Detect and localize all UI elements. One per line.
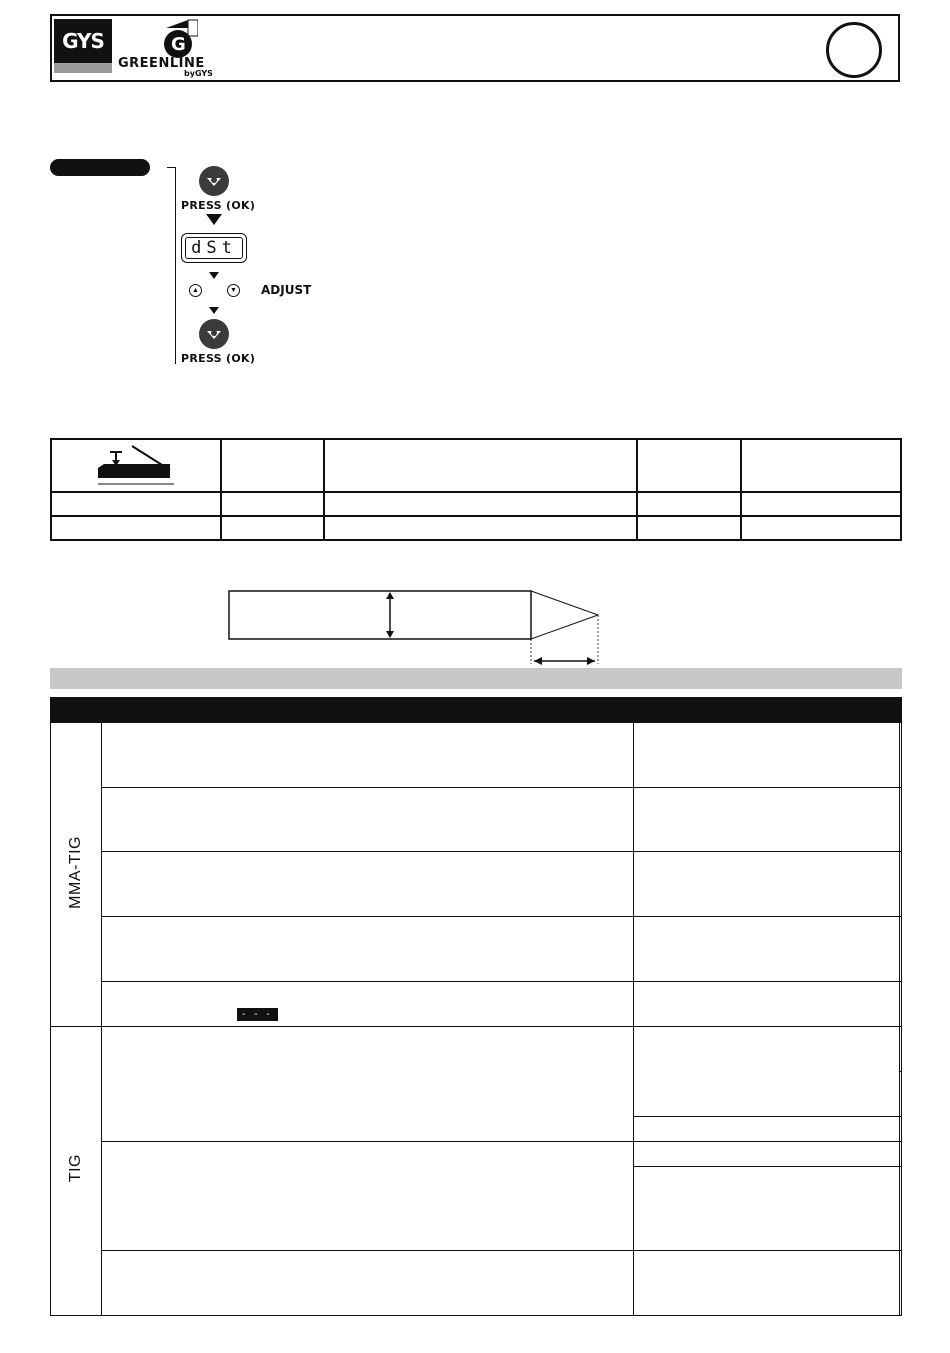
table-cell	[51, 492, 221, 516]
lcd-display	[181, 233, 247, 263]
table-cell	[634, 1027, 900, 1117]
press-ok-label: PRESS (OK)	[181, 199, 256, 212]
table-cell	[324, 439, 637, 492]
section-pill	[50, 159, 150, 176]
table-cell	[637, 439, 741, 492]
greenline-name: GREENLINE	[118, 56, 205, 71]
group-label-cell	[51, 1027, 102, 1316]
table-cell	[900, 1167, 902, 1251]
table-cell	[634, 852, 900, 917]
table-cell	[637, 516, 741, 540]
table-cell	[634, 1167, 900, 1251]
procedure-line	[175, 167, 176, 364]
group-label-cell	[51, 723, 102, 1027]
press-ok-label: PRESS (OK)	[181, 352, 256, 365]
down-button-icon: ▼	[227, 284, 240, 297]
procedure-tick	[167, 167, 175, 168]
table-cell	[102, 723, 634, 788]
table-cell	[102, 982, 634, 1027]
lcd-code: dSt	[185, 237, 243, 259]
table-cell	[102, 788, 634, 852]
table-cell	[221, 516, 324, 540]
table-cell	[900, 917, 902, 982]
troubleshooting-table	[50, 697, 902, 1316]
electrode-tip-grind-icon	[52, 440, 220, 486]
gys-logo-bar	[54, 63, 112, 73]
table-cell	[900, 982, 902, 1027]
table-cell	[900, 852, 902, 917]
table-cell	[221, 439, 324, 492]
table-cell	[741, 492, 901, 516]
table-cell	[900, 1142, 902, 1167]
language-circle	[826, 22, 882, 78]
table-cell	[900, 1251, 902, 1316]
table-cell	[324, 492, 637, 516]
table-cell	[900, 1072, 902, 1117]
table-cell	[900, 1117, 902, 1142]
table-cell	[634, 982, 900, 1027]
table-cell	[900, 788, 902, 852]
table-cell	[102, 917, 634, 982]
arrow-down-icon	[209, 307, 219, 314]
table-cell	[51, 516, 221, 540]
table-cell	[741, 439, 901, 492]
table-cell	[324, 516, 637, 540]
arrow-down-icon	[209, 272, 219, 279]
column-header	[51, 698, 634, 723]
ok-button-icon	[199, 319, 229, 349]
up-button-icon: ▲	[189, 284, 202, 297]
parameter-table	[50, 438, 902, 541]
table-cell	[634, 788, 900, 852]
table-cell	[900, 1027, 902, 1072]
adjust-label: ADJUST	[261, 283, 312, 297]
gys-logo-text: GYS	[54, 19, 112, 63]
electrode-diagram	[220, 585, 620, 667]
group-label: TIG	[67, 1154, 84, 1183]
group-label: MMA-TIG	[67, 835, 84, 909]
table-cell	[102, 1251, 634, 1316]
table-icon-cell	[51, 439, 221, 492]
table-cell	[221, 492, 324, 516]
table-cell	[102, 852, 634, 917]
arrow-down-icon	[206, 214, 222, 225]
column-header	[634, 698, 900, 723]
ok-button-icon	[199, 166, 229, 196]
dash-badge: - - -	[237, 1008, 278, 1021]
column-header	[900, 698, 902, 723]
table-cell	[900, 723, 902, 788]
section-header-bar	[50, 668, 902, 689]
gys-logo	[54, 19, 112, 73]
table-cell	[741, 516, 901, 540]
table-cell	[634, 1117, 900, 1142]
table-cell	[102, 1142, 634, 1251]
table-cell	[637, 492, 741, 516]
greenline-by: byGYS	[184, 69, 213, 78]
table-cell	[102, 1027, 634, 1142]
table-cell	[634, 917, 900, 982]
table-cell	[634, 1142, 900, 1167]
table-cell	[634, 723, 900, 788]
greenline-mark-letter: G	[171, 34, 186, 55]
table-cell	[634, 1251, 900, 1316]
